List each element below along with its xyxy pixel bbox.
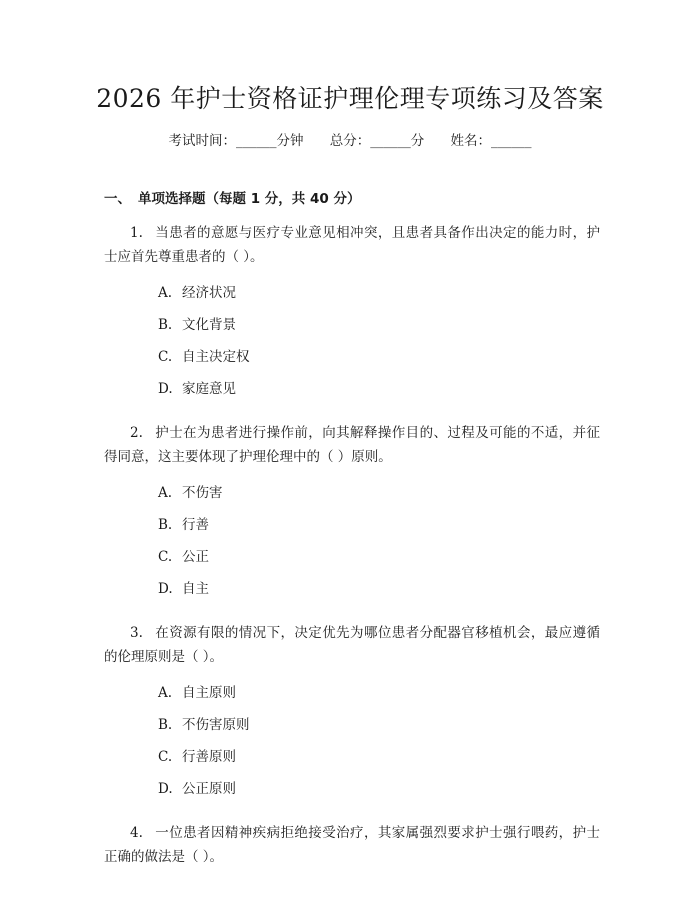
option-letter: D. xyxy=(158,581,173,597)
option-letter: B. xyxy=(158,317,173,333)
option-text: 自主原则 xyxy=(182,685,236,701)
question-content xyxy=(104,189,600,883)
question-number: 1. xyxy=(130,225,143,241)
option-text: 不伤害 xyxy=(182,485,223,501)
option-item xyxy=(104,315,600,347)
option-letter: A. xyxy=(158,485,173,501)
question-block xyxy=(104,821,600,869)
section-title: 单项选择题（每题 1 分，共 40 分） xyxy=(138,191,361,207)
exam-time-blank: ______ xyxy=(235,133,277,149)
option-list xyxy=(104,683,600,811)
total-score-unit: 分 xyxy=(410,133,425,149)
option-letter: B. xyxy=(158,717,173,733)
question-block xyxy=(104,421,600,611)
exam-time-unit: 分钟 xyxy=(276,133,304,149)
option-item xyxy=(104,515,600,547)
option-item xyxy=(104,779,600,811)
total-score-field xyxy=(330,133,425,149)
option-letter: B. xyxy=(158,517,173,533)
question-number: 3. xyxy=(130,625,143,641)
option-letter: C. xyxy=(158,749,173,765)
exam-time-label: 考试时间： xyxy=(168,133,236,149)
option-list xyxy=(104,483,600,611)
option-item xyxy=(104,579,600,611)
student-name-blank: ______ xyxy=(491,133,532,149)
question-text xyxy=(104,821,600,869)
section-heading xyxy=(104,189,600,209)
option-letter: C. xyxy=(158,349,173,365)
question-block xyxy=(104,221,600,411)
option-letter: A. xyxy=(158,285,173,301)
question-stem: 护士在为患者进行操作前，向其解释操作目的、过程及可能的不适，并征得同意，这主要体现了护理伦理中的（ ）原则。 xyxy=(104,425,600,465)
question-text xyxy=(104,221,600,269)
student-name-label: 姓名： xyxy=(450,133,492,149)
exam-time-field xyxy=(168,133,303,149)
option-letter: A. xyxy=(158,685,173,701)
option-text: 公正 xyxy=(182,549,209,565)
option-text: 自主 xyxy=(182,581,209,597)
option-item xyxy=(104,715,600,747)
question-number: 4. xyxy=(130,825,143,841)
question-stem: 一位患者因精神疾病拒绝接受治疗，其家属强烈要求护士强行喂药，护士正确的做法是（ ）。 xyxy=(104,825,600,865)
option-text: 公正原则 xyxy=(182,781,236,797)
option-text: 家庭意见 xyxy=(182,381,236,397)
option-item xyxy=(104,347,600,379)
exam-info-line xyxy=(0,131,700,151)
section-number: 一、 xyxy=(104,191,131,207)
option-item xyxy=(104,483,600,515)
student-name-field xyxy=(451,133,532,149)
option-item xyxy=(104,747,600,779)
question-number: 2. xyxy=(130,425,143,441)
option-item xyxy=(104,547,600,579)
option-letter: D. xyxy=(158,781,173,797)
option-text: 自主决定权 xyxy=(182,349,250,365)
option-text: 经济状况 xyxy=(182,285,236,301)
option-text: 文化背景 xyxy=(182,317,236,333)
document-title: 2026 年护士资格证护理伦理专项练习及答案 xyxy=(96,84,604,113)
question-stem: 在资源有限的情况下，决定优先为哪位患者分配器官移植机会，最应遵循的伦理原则是（ ）。 xyxy=(104,625,600,665)
option-item xyxy=(104,683,600,715)
question-stem: 当患者的意愿与医疗专业意见相冲突，且患者具备作出决定的能力时，护士应首先尊重患者的（ ）。 xyxy=(104,225,600,265)
option-text: 不伤害原则 xyxy=(182,717,250,733)
option-letter: D. xyxy=(158,381,173,397)
question-text xyxy=(104,421,600,469)
total-score-label: 总分： xyxy=(329,133,371,149)
option-item xyxy=(104,379,600,411)
total-score-blank: ______ xyxy=(370,133,411,149)
question-block xyxy=(104,621,600,811)
option-list xyxy=(104,283,600,411)
question-text xyxy=(104,621,600,669)
option-letter: C. xyxy=(158,549,173,565)
option-text: 行善原则 xyxy=(182,749,236,765)
option-text: 行善 xyxy=(182,517,209,533)
option-item xyxy=(104,283,600,315)
